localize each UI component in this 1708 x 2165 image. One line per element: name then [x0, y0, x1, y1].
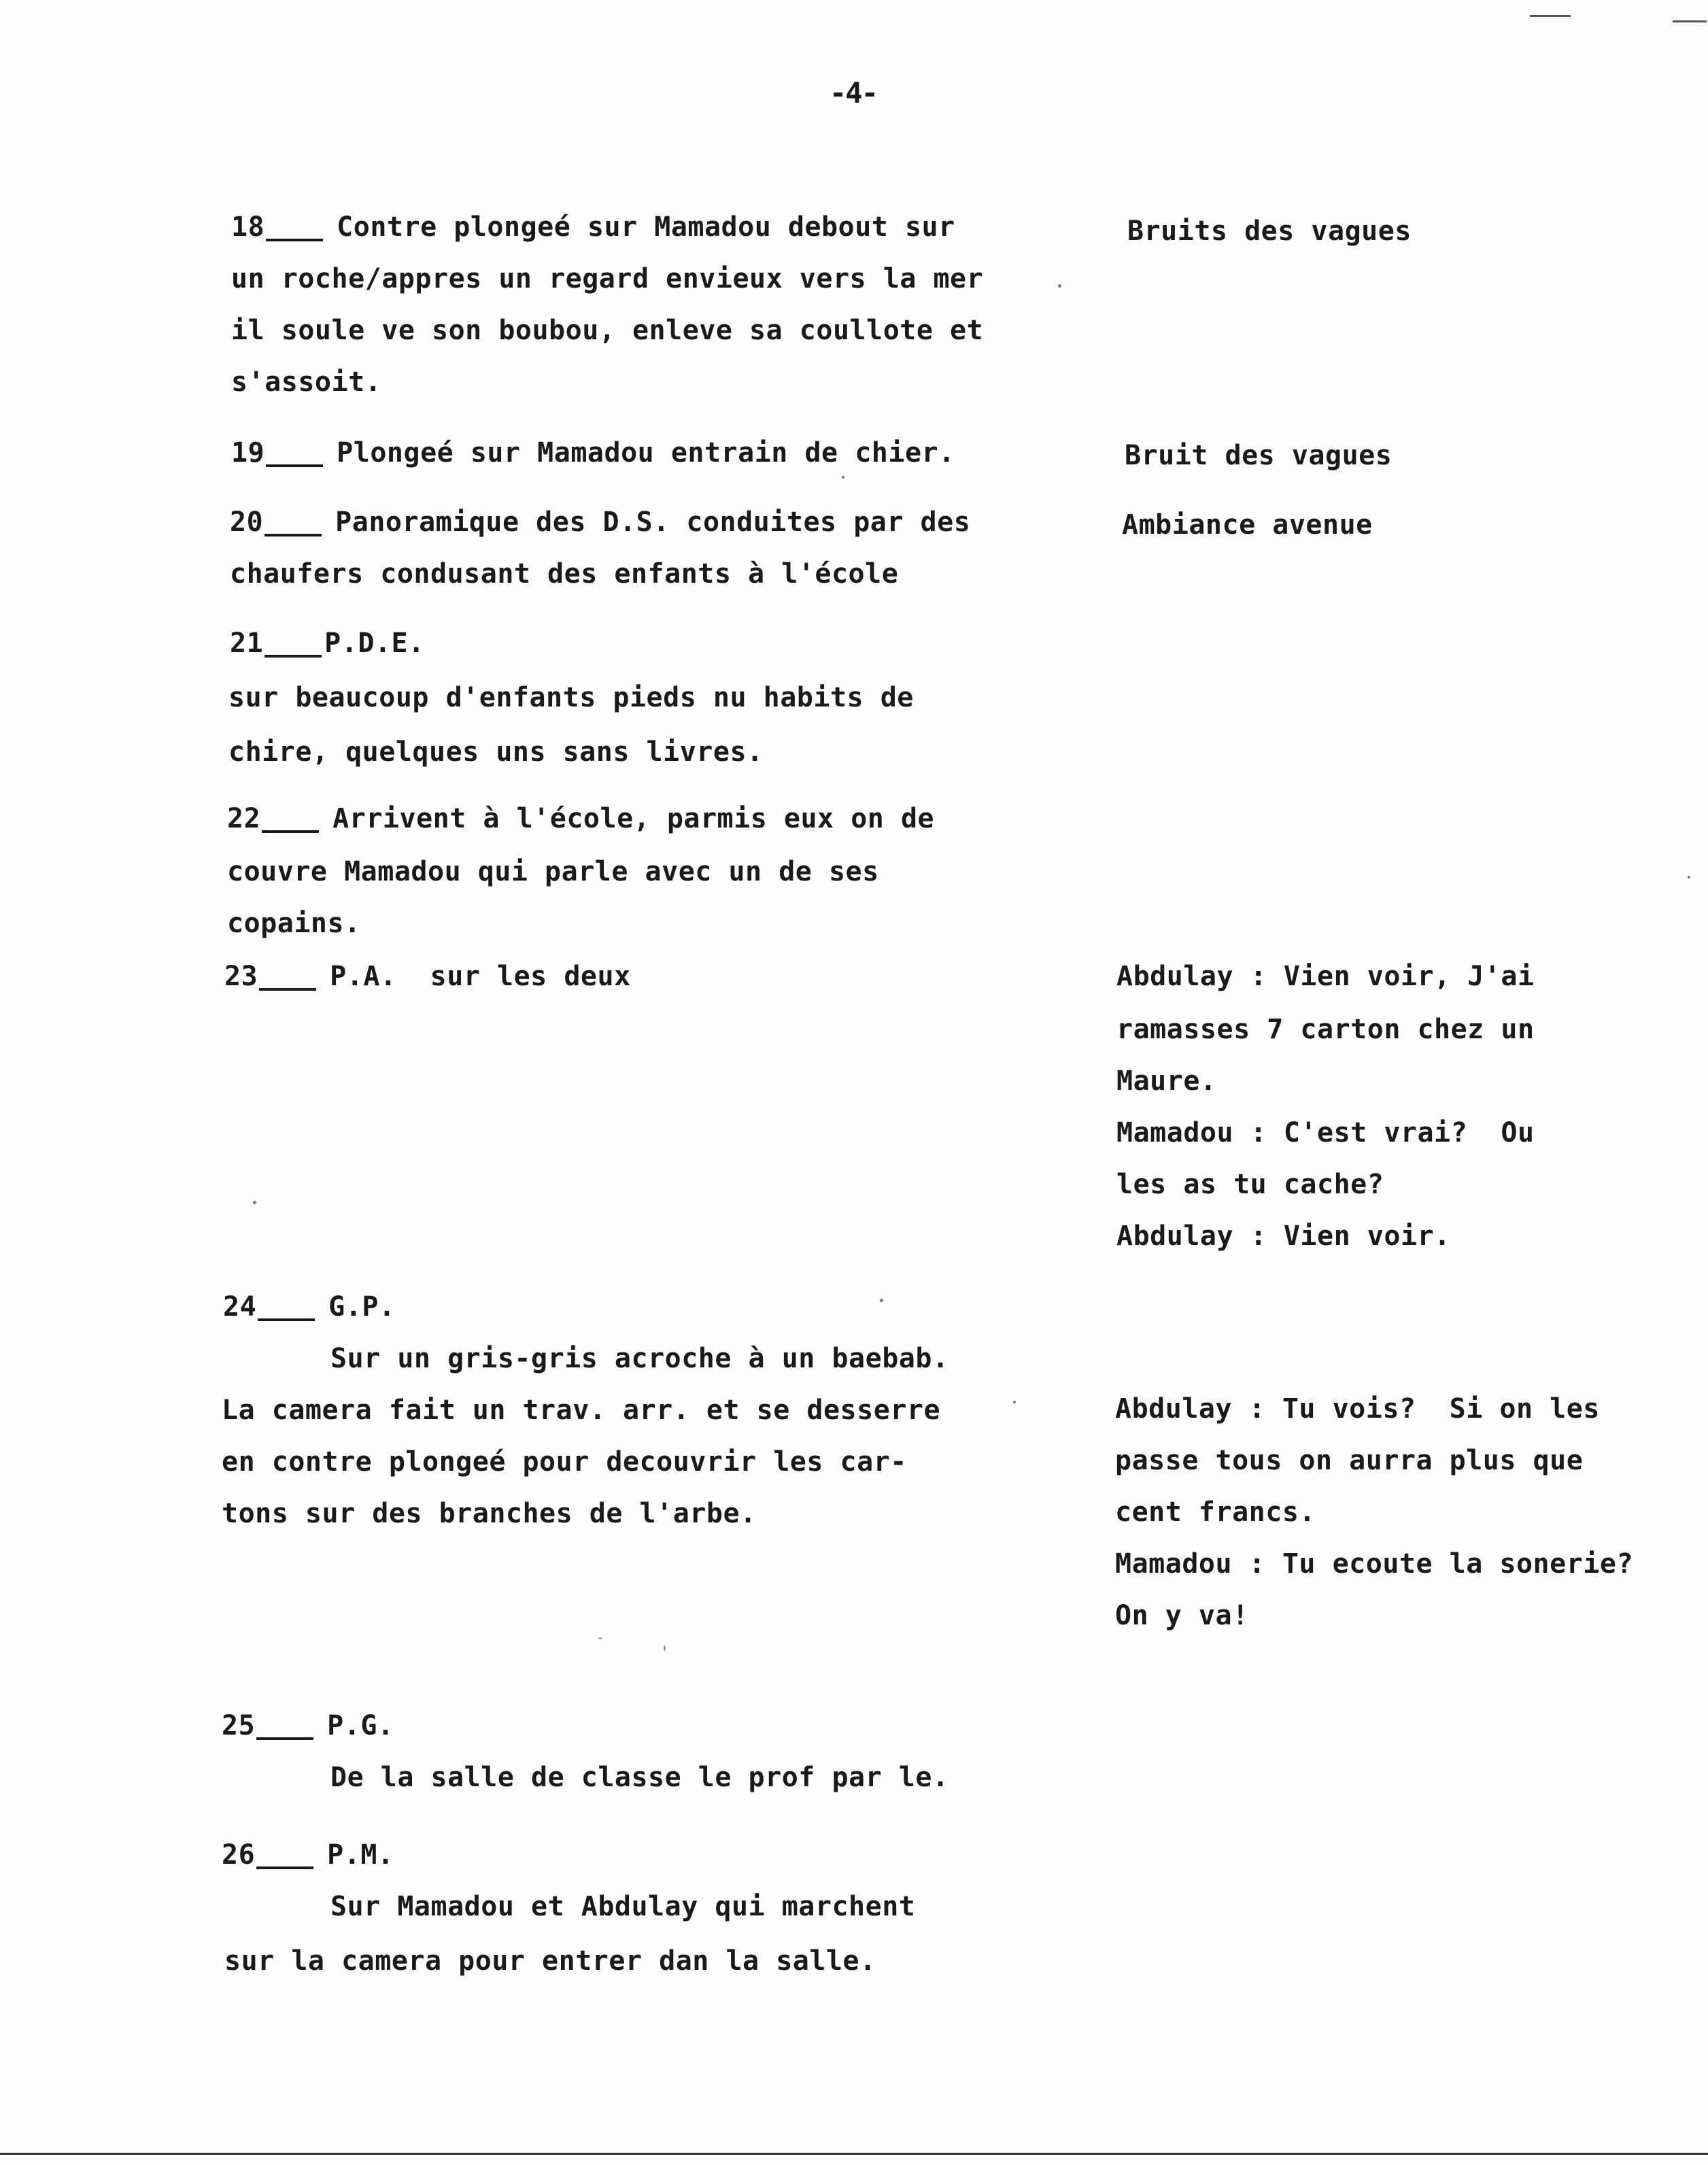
scene-blank-rule	[266, 464, 323, 467]
scene-24-dialogue-1: Abdulay : Tu vois? Si on les	[1115, 1393, 1600, 1425]
scene-blank-rule	[266, 239, 323, 241]
scene-25-number: 25	[222, 1710, 256, 1741]
scene-blank-rule	[259, 988, 316, 991]
scene-23-dialogue-5: les as tu cache?	[1116, 1169, 1384, 1200]
scene-18-line-2: un roche/appres un regard envieux vers la mer	[231, 263, 984, 294]
scene-blank-rule	[262, 830, 319, 833]
scene-21-line-1	[230, 630, 425, 658]
scene-20-number: 20	[230, 507, 264, 538]
scene-26-line-1	[222, 1841, 394, 1869]
scene-23-number: 23	[224, 961, 258, 992]
scene-25-line-1	[222, 1712, 394, 1740]
scene-blank-rule	[264, 534, 322, 536]
scene-24-line-2: Sur un gris-gris acroche à un baebab.	[330, 1343, 949, 1374]
page-number: -4-	[830, 76, 877, 109]
scan-edge-mark	[1673, 20, 1707, 22]
scene-19-number: 19	[231, 437, 265, 468]
scan-speck	[664, 1646, 666, 1651]
scene-21-text: P.D.E.	[324, 628, 425, 659]
scene-20-line-2: chaufers condusant des enfants à l'école	[230, 558, 899, 590]
scene-24-dialogue-4: Mamadou : Tu ecoute la sonerie?	[1115, 1548, 1634, 1580]
scene-18-text: Contre plongeé sur Mamadou debout sur	[337, 211, 955, 243]
scene-23-line-1	[224, 963, 631, 991]
scene-24-dialogue-3: cent francs.	[1115, 1497, 1316, 1528]
scene-21-line-2: sur beaucoup d'enfants pieds nu habits de	[228, 682, 914, 713]
scene-18-line-3: il soule ve son boubou, enleve sa coullote et	[231, 315, 984, 346]
scene-20-text: Panoramique des D.S. conduites par des	[335, 507, 971, 538]
scene-blank-rule	[256, 1866, 313, 1869]
scene-25-text: P.G.	[327, 1710, 394, 1741]
scene-18-sound: Bruits des vagues	[1127, 216, 1412, 247]
scene-24-line-3: La camera fait un trav. arr. et se desserre	[222, 1395, 941, 1426]
scene-24-number: 24	[223, 1291, 257, 1323]
scan-speck	[1058, 284, 1061, 288]
scene-blank-rule	[258, 1318, 315, 1321]
scene-22-line-2: couvre Mamadou qui parle avec un de ses	[227, 856, 879, 887]
scan-speck	[1688, 876, 1690, 879]
scan-speck	[598, 1637, 602, 1639]
scene-18-number: 18	[231, 211, 265, 243]
scene-22-line-1	[227, 805, 934, 833]
scene-23-dialogue-2: ramasses 7 carton chez un	[1116, 1014, 1535, 1045]
scene-25-line-2: De la salle de classe le prof par le.	[330, 1762, 949, 1793]
scene-24-text: G.P.	[328, 1291, 396, 1323]
scene-21-line-3: chire, quelques uns sans livres.	[228, 736, 764, 768]
scene-blank-rule	[256, 1737, 313, 1740]
scene-23-text: P.A. sur les deux	[330, 961, 631, 992]
scene-23-dialogue-6: Abdulay : Vien voir.	[1116, 1221, 1451, 1252]
scene-22-text: Arrivent à l'école, parmis eux on de	[332, 803, 935, 834]
scene-19-text: Plongeé sur Mamadou entrain de chier.	[337, 437, 955, 468]
scene-19-sound: Bruit des vagues	[1125, 440, 1393, 471]
scene-26-line-3: sur la camera pour entrer dan la salle.	[224, 1945, 876, 1977]
scene-26-line-2: Sur Mamadou et Abdulay qui marchent	[330, 1891, 916, 1922]
scene-26-text: P.M.	[327, 1839, 394, 1871]
scene-18-line-1	[231, 211, 955, 243]
scene-blank-rule	[264, 655, 322, 658]
scene-21-number: 21	[230, 628, 264, 659]
scan-speck	[880, 1299, 883, 1302]
scan-edge-mark	[1530, 15, 1571, 17]
page-bottom-edge	[0, 2153, 1708, 2155]
scan-speck	[1013, 1401, 1016, 1403]
scan-speck	[842, 476, 844, 479]
scene-24-line-5: tons sur des branches de l'arbe.	[222, 1498, 757, 1529]
scene-23-dialogue-4: Mamadou : C'est vrai? Ou	[1116, 1117, 1535, 1148]
scene-24-dialogue-5: On y va!	[1115, 1600, 1249, 1631]
scene-19-line-1	[231, 439, 955, 467]
scene-22-number: 22	[227, 803, 261, 834]
scene-20-sound: Ambiance avenue	[1122, 509, 1373, 541]
scene-24-dialogue-2: passe tous on aurra plus que	[1115, 1445, 1584, 1476]
scene-22-line-3: copains.	[227, 908, 361, 939]
scene-24-line-4: en contre plongeé pour decouvrir les car-	[222, 1446, 907, 1478]
scene-18-line-4: s'assoit.	[231, 366, 382, 398]
scan-speck	[253, 1201, 256, 1204]
scene-24-line-1	[223, 1293, 396, 1321]
scene-23-dialogue-3: Maure.	[1116, 1066, 1217, 1097]
scene-26-number: 26	[222, 1839, 256, 1871]
scene-23-dialogue-1: Abdulay : Vien voir, J'ai	[1116, 961, 1535, 992]
scene-20-line-1	[230, 509, 970, 536]
